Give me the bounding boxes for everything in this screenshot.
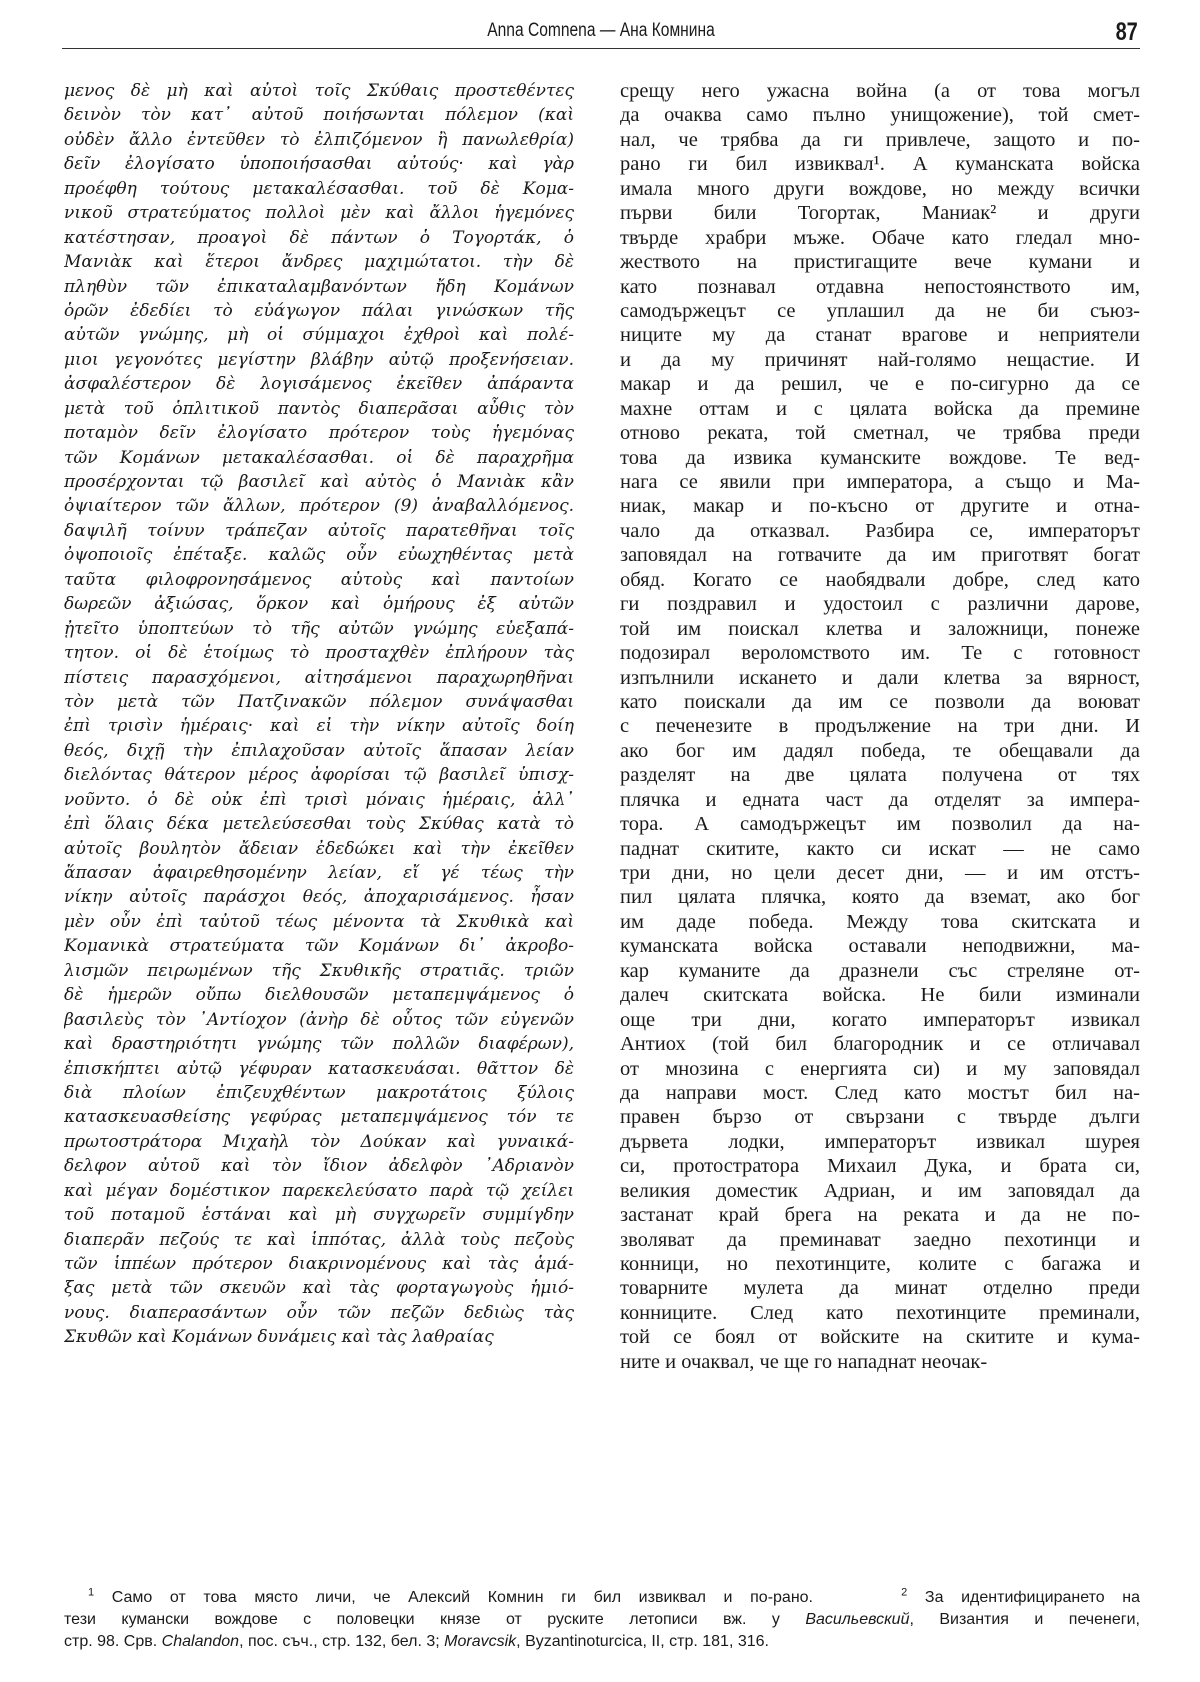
running-title: Anna Comnena — Ана Комнина	[487, 20, 715, 41]
translation-text-line: ниците му да станат врагове и неприятели	[620, 324, 1140, 347]
greek-text-line: οὐδὲν ἄλλο ἐντεῦθεν τὸ ἐλπιζόμενον ἢ πανωλεθρία)	[64, 129, 574, 150]
translation-text-line: като познавал отдавна непостоянството им,	[620, 275, 1140, 298]
footnote-2-marker: 2	[901, 1586, 908, 1599]
translation-text-line: макар и да решил, че е по-сигурно да се	[620, 373, 1140, 396]
translation-text-line: застанат край брега на реката и да не по-	[620, 1204, 1140, 1227]
translation-text-line: дървета лодки, императорът извикал шурея	[620, 1130, 1140, 1153]
translation-text-line: рано ги бил извиквал¹. А куманската войска	[620, 153, 1140, 176]
translation-text-line: плячка и едната част да отделят за импера-	[620, 788, 1140, 811]
citation-detail: , пос. съч., стр. 132, бел. 3;	[239, 1633, 440, 1650]
bulgarian-translation-column	[620, 79, 1140, 1374]
greek-text-line: τητον. οἱ δὲ ἑτοίμως τὸ προσταχθὲν ἐπλήρουν τὰς	[64, 643, 574, 664]
greek-text-line: μιοι γεγονότες μεγίστην βλάβην αὐτῷ προξενήσειαν.	[64, 349, 574, 370]
translation-text-line: заповядал на готвачите да им приготвят богат	[620, 544, 1140, 567]
greek-text-line: κατέστησαν, προαγοὶ δὲ πάντων ὁ Τογορτάκ, ὁ	[64, 227, 574, 248]
page-header	[62, 18, 1140, 49]
greek-text-line: διαπερᾶν πεζούς τε καὶ ἱππότας, ἀλλὰ τοὺς πεζοὺς	[64, 1229, 574, 1250]
footnote-line-3	[64, 1631, 1140, 1653]
translation-text-line: куманската войска оставали неподвижни, ма-	[620, 935, 1140, 958]
translation-text-line: правен бързо от свързани с твърде дълги	[620, 1106, 1140, 1129]
greek-text-line: Κομανικὰ στρατεύματα τῶν Κομάνων δι᾿ ἀκροβο-	[64, 936, 574, 957]
cited-author: Васильевский	[805, 1611, 910, 1628]
translation-text-line: зволяват да преминават заедно пехотинци и	[620, 1228, 1140, 1251]
greek-text-line: ἐπὶ ὅλαις δέκα μετελεύσεσθαι τοὺς Σκύθας κατὰ τὸ	[64, 814, 574, 835]
translation-text-line: товарните мулета да минат отделно преди	[620, 1277, 1140, 1300]
greek-text-line: Σκυθῶν καὶ Κομάνων δυνάμεις καὶ τὰς λαθραίας	[64, 1327, 494, 1348]
citation-detail: , Byzantinoturcica, II, стр. 181, 316.	[516, 1633, 769, 1650]
greek-text-line: προέφθη τούτους μετακαλέσασθαι. τοῦ δὲ Κομα-	[64, 178, 574, 199]
greek-text-line: δωρεῶν ἀξιώσας, ὅρκον καὶ ὁμήρους ἐξ αὐτῶν	[64, 594, 574, 615]
translation-text-line: конниците. След като пехотинците преминали,	[620, 1301, 1140, 1324]
greek-text-line: δὲ ἡμερῶν οὔπω διελθουσῶν μεταπεμψάμενος ὁ	[64, 985, 574, 1006]
greek-text-line: ᾐτεῖτο ὑποπτεύων τὸ τῆς αὐτῶν γνώμης εὐεξαπά-	[64, 618, 574, 639]
greek-text-line: ξας μετὰ τῶν σκευῶν καὶ τὰς φορταγωγοὺς ἡμιό-	[64, 1278, 574, 1299]
greek-text-line: ὁρῶν ἐδεδίει τὸ εὐάγωγον πάλαι γινώσκων τῆς	[64, 300, 574, 321]
translation-text-line: имала много други вождове, но между всички	[620, 177, 1140, 200]
greek-text-line: τὸν μετὰ τῶν Πατζινακῶν πόλεμον συνάψασθαι	[64, 691, 574, 712]
greek-text-line: νικοῦ στρατεύματος πολλοὶ μὲν καὶ ἄλλοι ἡγεμόνες	[64, 203, 574, 224]
greek-text-line: τῶν Κομάνων μετακαλέσασθαι. οἱ δὲ παραχρῆμα	[64, 447, 574, 468]
translation-text-line: да направи мост. След като мостът бил на-	[620, 1081, 1140, 1104]
translation-text-line: той им поискал клетва и заложници, понеже	[620, 617, 1140, 640]
footnote-1-text: Само от това място личи, че Алексий Комнин ги бил извиквал и по-рано.	[111, 1589, 813, 1606]
greek-text-line: νους. διαπερασάντων οὖν τῶν πεζῶν δεδιὼς τὰς	[64, 1302, 574, 1323]
citation-title: , Византия и печенеги,	[909, 1611, 1140, 1628]
greek-text-line: μενος δὲ μὴ καὶ αὐτοὶ τοῖς Σκύθαις προστεθέντες	[64, 81, 574, 101]
translation-text-line: отново реката, той сметнал, че трябва преди	[620, 422, 1140, 445]
translation-text-line: чало да отказвал. Разбира се, императорът	[620, 519, 1140, 542]
greek-text-line: ταῦτα φιλοφρονησάμενος αὐτοὺς καὶ παντοίων	[64, 569, 574, 590]
cited-author: Chalandon	[161, 1633, 240, 1650]
footnote-2-text-start: За идентифицирането на	[924, 1589, 1141, 1606]
translation-text-line: далеч скитската войска. Не били изминали	[620, 984, 1140, 1007]
greek-text-line: αὐτῶν γνώμης, μὴ οἱ σύμμαχοι ἐχθροὶ καὶ πολέ-	[64, 325, 574, 346]
page-number: 87	[1115, 18, 1138, 46]
footnote-line-2	[64, 1609, 1140, 1631]
greek-text-line: πληθὺν τῶν ἐπικαταλαμβανόντων ἤδη Κομάνων	[64, 276, 574, 297]
greek-text-line: διὰ πλοίων ἐπιζευχθέντων μακροτάτοις ξύλοις	[64, 1082, 574, 1103]
greek-text-line: καὶ μέγαν δομέστικον παρεκελεύσατο παρὰ τῷ χείλει	[64, 1180, 574, 1201]
translation-text-line: три дни, но цели десет дни, — и им отстъ-	[620, 862, 1140, 884]
greek-text-line: ὀψοποιοῖς ἐπέταξε. καλῶς οὖν εὐωχηθέντας μετὰ	[64, 545, 574, 566]
greek-text-line: λισμῶν πειρωμένων τῆς Σκυθικῆς στρατιᾶς. τριῶν	[64, 960, 574, 981]
greek-text-line: κατασκευασθείσης γεφύρας μεταπεμψάμενος τόν τε	[64, 1107, 574, 1128]
footnote-1-marker: 1	[88, 1586, 95, 1599]
translation-text-line: махне оттам и с цялата войска да премине	[620, 397, 1140, 420]
translation-text-line: паднат скитите, както си искат — не само	[620, 837, 1140, 860]
footnotes	[64, 1587, 1140, 1653]
greek-text-line: δεῖν ἐλογίσατο ὑποποιήσασθαι αὐτούς· καὶ γὰρ	[64, 154, 574, 175]
greek-text-column	[64, 79, 574, 1350]
greek-text-line: τῶν ἱππέων πρότερον διακρινομένους καὶ τὰς ἁμά-	[64, 1254, 574, 1274]
citation-page: стр. 98. Срв.	[64, 1633, 158, 1650]
translation-text-line: нага се явили при императора, а също и Ма-	[620, 471, 1140, 493]
greek-text-line: μετὰ τοῦ ὁπλιτικοῦ παντὸς διαπερᾶσαι αὖθις τὸν	[64, 398, 574, 419]
greek-text-line: ὀψιαίτερον τῶν ἄλλων, πρότερον (9) ἀναβαλλόμενος.	[64, 496, 574, 517]
translation-text-line: самодържецът се уплашил да не би съюз-	[620, 299, 1140, 322]
greek-text-line: θεός, διχῇ τὴν ἐπιλαχοῦσαν αὐτοῖς ἅπασαν λείαν	[64, 740, 574, 761]
greek-text-line: βασιλεὺς τὸν ᾿Αντίοχον (ἀνὴρ δὲ οὗτος τῶν εὐγενῶν	[64, 1009, 574, 1030]
translation-text-line: обяд. Когато се наобядвали добре, след като	[620, 568, 1140, 591]
greek-text-line: καὶ δραστηριότητι γνώμης τῶν πολλῶν διαφέρων),	[64, 1034, 574, 1055]
greek-text-line: ἐπισκήπτει αὐτῷ γέφυραν κατασκευάσαι. θᾶττον δὲ	[64, 1058, 574, 1079]
cited-author: Moravcsik	[444, 1633, 517, 1650]
translation-text-line: първи били Тогортак, Маниак² и други	[620, 202, 1140, 225]
greek-text-line: πίστεις παρασχόμενοι, αἰτησάμενοι παραχωρηθῆναι	[64, 667, 574, 688]
greek-text-line: νοῦντο. ὁ δὲ οὐκ ἐπὶ τρισὶ μόναις ἡμέραις, ἀλλ᾿	[64, 789, 574, 810]
translation-text-line: Антиох (той бил благородник и се отличавал	[620, 1033, 1140, 1056]
greek-text-line: δεινὸν τὸν κατ᾿ αὐτοῦ ποιήσωνται πόλεμον (καὶ	[64, 105, 574, 126]
translation-text-line: и да му причинят най-голямо нещастие. И	[620, 348, 1140, 371]
translation-text-line: като поискали да им се позволи да воюват	[620, 690, 1140, 713]
translation-text-line: тора. А самодържецът им позволил да на-	[620, 813, 1140, 836]
translation-text-line: кар куманите да дразнели със стреляне от-	[620, 959, 1140, 982]
translation-text-line: подозирал вероломството им. Те с готовност	[620, 642, 1140, 665]
greek-text-line: ποταμὸν δεῖν ἐλογίσατο πρότερον τοὺς ἡγεμόνας	[64, 423, 574, 444]
greek-text-line: προσέρχονται τῷ βασιλεῖ καὶ αὐτὸς ὁ Μανιὰκ κἂν	[64, 472, 574, 492]
greek-text-line: μὲν οὖν ἐπὶ ταὐτοῦ τέως μένοντα τὰ Σκυθικὰ καὶ	[64, 911, 574, 932]
footnote-line-1	[64, 1587, 1140, 1609]
greek-text-line: Μανιὰκ καὶ ἕτεροι ἄνδρες μαχιμώτατοι. τὴν δὲ	[64, 252, 574, 273]
translation-text-line: им даде победа. Между това скитската и	[620, 910, 1140, 933]
translation-text-line: нал, че трябва да ги привлече, защото и по-	[620, 128, 1140, 151]
footnote-2-text: тези кумански вождове с половецки князе от руските летописи вж. у	[64, 1611, 780, 1628]
greek-text-line: δαψιλῆ τοίνυν τράπεζαν αὐτοῖς παρατεθῆναι τοῖς	[64, 520, 574, 541]
greek-text-line: ἅπασαν ἀφαιρεθησομένην λείαν, εἴ γέ τέως τὴν	[64, 863, 574, 883]
greek-text-line: διελόντας θάτερον μέρος ἀφορίσαι τῷ βασιλεῖ ὑπισχ-	[64, 765, 574, 786]
translation-text-line: да очаква само пълно унищожение), той смет-	[620, 104, 1140, 127]
translation-text-line: ните и очаквал, че ще го нападнат неочак-	[620, 1350, 988, 1373]
translation-text-line: изпълнили искането и дали клетва за вярност,	[620, 666, 1140, 689]
translation-text-line: това да извика куманските вождове. Те вед-	[620, 446, 1140, 469]
translation-text-line: жеството на пристигащите вече кумани и	[620, 251, 1140, 274]
translation-text-line: още три дни, когато императорът извикал	[620, 1008, 1140, 1031]
greek-text-line: δελφον αὐτοῦ καὶ τὸν ἴδιον ἀδελφὸν ᾿Αδριανὸν	[64, 1156, 574, 1177]
translation-text-line: конници, но пехотинците, колите с багажа и	[620, 1253, 1140, 1275]
greek-text-line: αὐτοῖς βουλητὸν ἄδειαν ἐδεδώκει καὶ τὴν ἐκεῖθεν	[64, 838, 574, 859]
translation-text-line: с печенезите в продължение на три дни. И	[620, 715, 1140, 738]
translation-text-line: ниак, макар и по-късно от другите и отна-	[620, 495, 1140, 518]
greek-text-line: ἐπὶ τρισὶν ἡμέραις· καὶ εἰ τὴν νίκην αὐτοῖς δοίη	[64, 716, 574, 737]
translation-text-line: срещу него ужасна война (а от това могъл	[620, 80, 1140, 102]
translation-text-line: ги поздравил и удостоил с различни дарове,	[620, 593, 1140, 616]
translation-text-line: твърде храбри мъже. Обаче като гледал мно-	[620, 226, 1140, 249]
translation-text-line: той се боял от войските на скитите и кума-	[620, 1326, 1140, 1349]
greek-text-line: νίκην αὐτοῖς παράσχοι θεός, ἀποχαρισάμενος. ἦσαν	[64, 887, 574, 908]
greek-text-line: ἀσφαλέστερον δὲ λογισάμενος ἐκεῖθεν ἀπάραντα	[64, 374, 574, 395]
translation-text-line: от мнозина с енергията си) и му заповядал	[620, 1057, 1140, 1080]
translation-text-line: ако бог им дадял победа, те обещавали да	[620, 739, 1140, 762]
greek-text-line: τοῦ ποταμοῦ ἑστάναι καὶ μὴ συγχωρεῖν συμμίγδην	[64, 1205, 574, 1226]
translation-text-line: великия доместик Адриан, и им заповядал да	[620, 1179, 1140, 1202]
translation-text-line: си, протостратора Михаил Дука, и брата си,	[620, 1155, 1140, 1178]
greek-text-line: πρωτοστράτορα Μιχαὴλ τὸν Δούκαν καὶ γυναικά-	[64, 1131, 574, 1152]
translation-text-line: разделят на две цялата получена от тях	[620, 764, 1140, 787]
translation-text-line: пил цялата плячка, която да вземат, ако бог	[620, 886, 1140, 909]
